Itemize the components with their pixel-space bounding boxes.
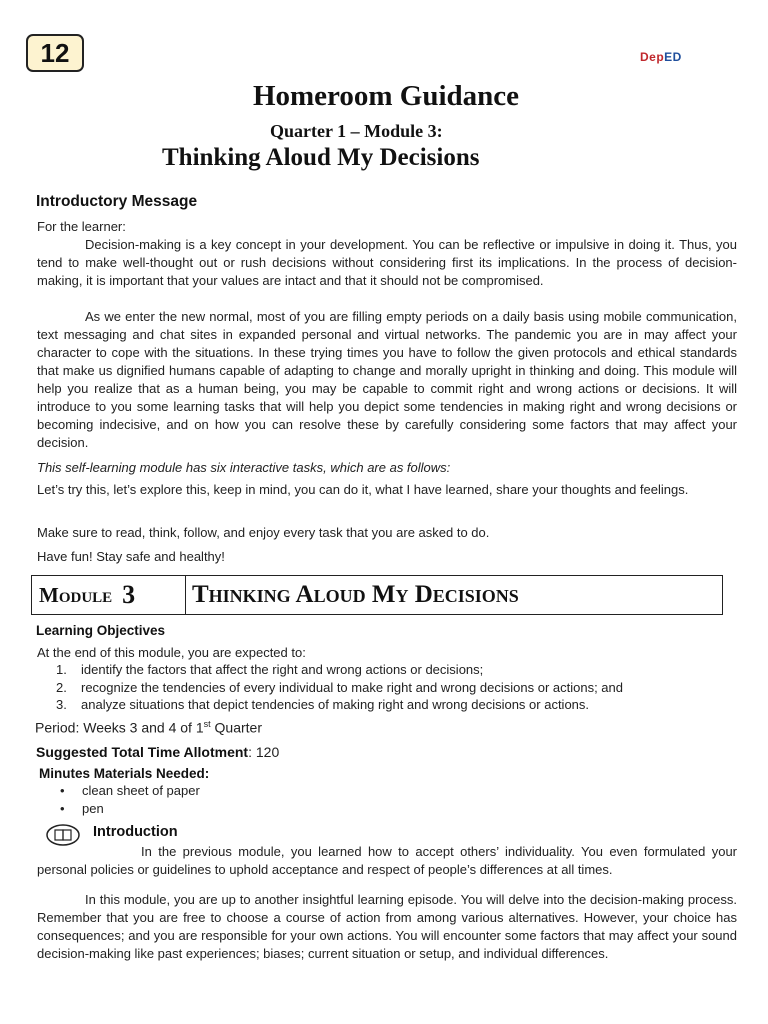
material-item: • pen (60, 800, 104, 816)
module-label: Module (39, 582, 113, 607)
module-banner (31, 575, 723, 615)
intro-paragraph-2: As we enter the new normal, most of you are filling empty periods on a daily basis using mobile communication, text messaging and chat sites in expanded personal and virtual networks. The pandemic you are in may affect your character to cope with the situations. In these trying times you have to follow the given protocols and ethical standards that make us dignified humans capable of adapting to change and morally upright in thinking and doing. This module will help you realize that as a human being, you may be capable to commit right and wrong actions or decisions. It will introduce to you some learning tasks that will help you depict some tendencies in making right and wrong decisions or becoming indecisive, and on how you can resolve these by carefully considering some factors that may affect your decision. (37, 309, 737, 450)
instruction-text: Make sure to read, think, follow, and enjoy every task that you are asked to do. (37, 525, 490, 540)
page-title: Homeroom Guidance (252, 80, 520, 112)
materials-heading: Minutes Materials Needed: (39, 766, 210, 781)
introductory-message-heading: Introductory Message (36, 193, 198, 210)
objective-item: 3. analyze situations that depict tendencies of making right and wrong decisions or actions. (56, 697, 590, 712)
salutation: For the learner: (37, 219, 126, 234)
tasks-note: This self-learning module has six interactive tasks, which are as follows: (37, 460, 451, 475)
materials-list (60, 782, 200, 817)
time-allotment (36, 744, 279, 760)
objectives-list (56, 661, 736, 714)
introduction-paragraph-1: In the previous module, you learned how to accept others’ individuality. You even formulated your personal policies or guidelines to uphold acceptance and respect of people’s differences at all times. (37, 844, 737, 877)
module-banner-title: Thinking Aloud My Decisions (192, 581, 519, 608)
objectives-lead: At the end of this module, you are expected to: (37, 645, 306, 660)
module-title: Thinking Aloud My Decisions (162, 144, 480, 171)
logo-text-dep: Dep (640, 50, 665, 64)
deped-logo (640, 50, 682, 64)
module-number: 3 (122, 580, 136, 609)
grade-badge (26, 34, 84, 72)
logo-text-ed: ED (664, 50, 682, 64)
objective-item: 2. recognize the tendencies of every individual to make right and wrong decisions or actions; and (56, 679, 623, 695)
tasks-list: Let’s try this, let’s explore this, keep in mind, you can do it, what I have learned, share your thoughts and feelings. (37, 482, 689, 497)
quarter-module-label: Quarter 1 – Module 3: (270, 121, 443, 141)
material-item: • clean sheet of paper (60, 783, 200, 798)
intro-paragraph-1: Decision-making is a key concept in your development. You can be reflective or impulsive in doing it. Thus, you tend to make well-thought out or rush decisions without considering first its implications. In the process of decision-making, it is important that your values are intact and that it should not be compromised. (37, 237, 737, 288)
time-allotment-value: : 120 (248, 744, 280, 760)
module-number-cell (32, 576, 186, 614)
closing-text: Have fun! Stay safe and healthy! (37, 549, 225, 564)
time-allotment-label: Suggested Total Time Allotment (36, 744, 249, 760)
period-text: Period: Weeks 3 and 4 of 1st Quarter (35, 719, 262, 736)
learning-objectives-heading: Learning Objectives (36, 623, 166, 638)
introduction-paragraph-2: In this module, you are up to another insightful learning episode. You will delve into the decision-making process. Remember that you are free to choose a course of action from among various alternatives. However, your choice has consequences; and you are responsible for your own actions. You will encounter some factors that may affect your sound decision-making like past experiences; biases; current situation or setup, and individual differences. (37, 892, 737, 961)
objective-item: 1. identify the factors that affect the right and wrong actions or decisions; (56, 662, 484, 677)
grade-number: 12 (40, 37, 70, 68)
introduction-heading: Introduction (93, 824, 178, 840)
